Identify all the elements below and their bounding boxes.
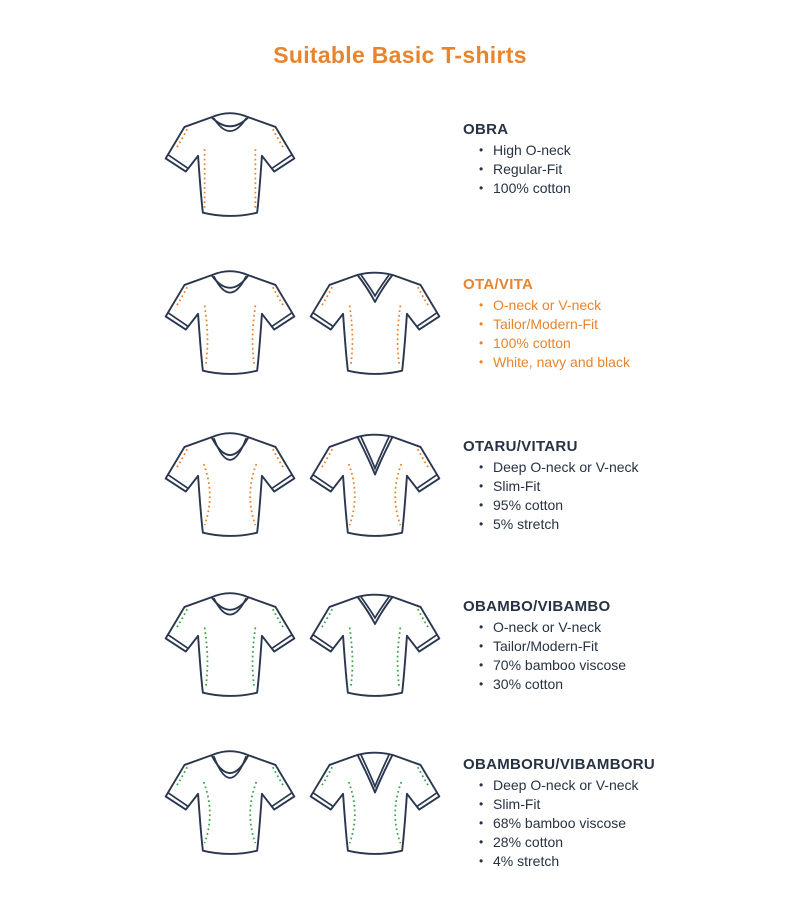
o-neck-tshirt-illustration [160, 100, 300, 230]
shirt-illustrations [160, 738, 460, 878]
feature-item [463, 620, 783, 635]
feature-text: Tailor/Modern-Fit [493, 316, 599, 332]
product-row-obra [0, 100, 800, 250]
feature-text: White, navy and black [493, 354, 630, 370]
bullet-marker: • [479, 620, 484, 634]
bullet-marker: • [479, 517, 484, 531]
product-name: OTARU/VITARU [463, 438, 578, 455]
bullet-marker: • [479, 317, 484, 331]
product-name: OTA/VITA [463, 276, 534, 293]
feature-item [463, 143, 783, 158]
feature-item [463, 658, 783, 673]
product-row-obamboru-vibamboru [0, 738, 800, 888]
bullet-marker: • [479, 835, 484, 849]
product-row-ota-vita [0, 258, 800, 408]
page-title: Suitable Basic T-shirts [273, 42, 527, 68]
feature-text: O-neck or V-neck [493, 297, 602, 313]
feature-item [463, 460, 783, 475]
o-neck-tshirt-illustration [160, 580, 300, 710]
product-name: OBAMBORU/VIBAMBORU [463, 756, 656, 773]
shirt-illustrations [160, 420, 460, 560]
product-info [463, 598, 783, 696]
feature-item [463, 816, 783, 831]
bullet-marker: • [479, 181, 484, 195]
feature-text: Slim-Fit [493, 796, 541, 812]
feature-text: 5% stretch [493, 516, 560, 532]
product-info [463, 276, 783, 374]
v-neck-tshirt-illustration [305, 258, 445, 388]
v-neck-tshirt-illustration [305, 580, 445, 710]
product-name: OBRA [463, 121, 509, 138]
bullet-marker: • [479, 677, 484, 691]
feature-text: Deep O-neck or V-neck [493, 777, 639, 793]
feature-text: Slim-Fit [493, 478, 541, 494]
feature-text: Tailor/Modern-Fit [493, 638, 599, 654]
feature-item [463, 854, 783, 869]
feature-text: 100% cotton [493, 180, 571, 196]
product-row-obambo-vibambo [0, 580, 800, 730]
feature-text: 100% cotton [493, 335, 571, 351]
feature-text: 4% stretch [493, 853, 560, 869]
feature-item [463, 479, 783, 494]
bullet-marker: • [479, 336, 484, 350]
feature-item [463, 181, 783, 196]
product-row-otaru-vitaru [0, 420, 800, 570]
feature-text: High O-neck [493, 142, 571, 158]
feature-text: 95% cotton [493, 497, 564, 513]
feature-item [463, 355, 783, 370]
feature-item [463, 778, 783, 793]
feature-item [463, 498, 783, 513]
feature-text: 68% bamboo viscose [493, 815, 627, 831]
feature-item [463, 317, 783, 332]
feature-text: O-neck or V-neck [493, 619, 602, 635]
feature-item [463, 677, 783, 692]
v-neck-tshirt-illustration [305, 738, 445, 868]
bullet-marker: • [479, 639, 484, 653]
product-name: OBAMBO/VIBAMBO [463, 598, 611, 615]
product-info [463, 756, 783, 873]
feature-item [463, 797, 783, 812]
bullet-marker: • [479, 778, 484, 792]
product-info [463, 438, 783, 536]
feature-item [463, 298, 783, 313]
shirt-illustrations [160, 258, 460, 398]
feature-item [463, 639, 783, 654]
bullet-marker: • [479, 143, 484, 157]
bullet-marker: • [479, 460, 484, 474]
bullet-marker: • [479, 479, 484, 493]
feature-list [463, 620, 783, 692]
bullet-marker: • [479, 355, 484, 369]
v-neck-tshirt-illustration [305, 420, 445, 550]
feature-item [463, 162, 783, 177]
bullet-marker: • [479, 658, 484, 672]
o-neck-tshirt-illustration [160, 258, 300, 388]
shirt-illustrations [160, 100, 460, 240]
bullet-marker: • [479, 298, 484, 312]
feature-text: 30% cotton [493, 676, 564, 692]
feature-text: Regular-Fit [493, 161, 563, 177]
feature-list [463, 143, 783, 196]
feature-text: Deep O-neck or V-neck [493, 459, 639, 475]
bullet-marker: • [479, 816, 484, 830]
bullet-marker: • [479, 797, 484, 811]
feature-list [463, 778, 783, 869]
feature-item [463, 835, 783, 850]
o-neck-tshirt-illustration [160, 420, 300, 550]
feature-item [463, 336, 783, 351]
product-info [463, 121, 783, 200]
o-neck-tshirt-illustration [160, 738, 300, 868]
bullet-marker: • [479, 854, 484, 868]
feature-list [463, 460, 783, 532]
feature-list [463, 298, 783, 370]
feature-item [463, 517, 783, 532]
shirt-illustrations [160, 580, 460, 720]
feature-text: 28% cotton [493, 834, 564, 850]
bullet-marker: • [479, 498, 484, 512]
feature-text: 70% bamboo viscose [493, 657, 627, 673]
bullet-marker: • [479, 162, 484, 176]
